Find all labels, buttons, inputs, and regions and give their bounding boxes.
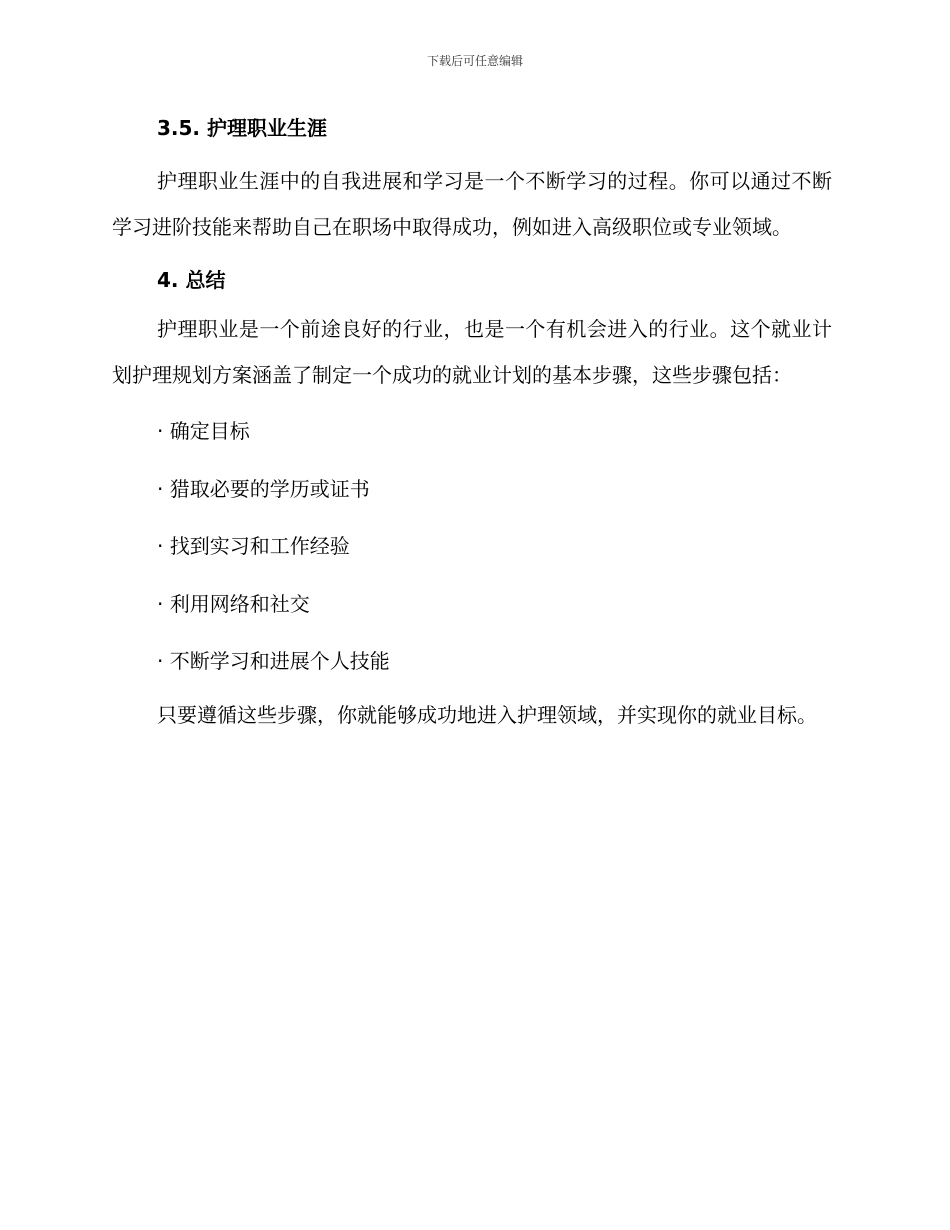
career-paragraph: 护理职业生涯中的自我进展和学习是一个不断学习的过程。你可以通过不断学习进阶技能来帮助自己在职场中取得成功，例如进入高级职位或专业领域。 — [112, 169, 832, 239]
step-item: · 不断学习和进展个人技能 — [157, 649, 390, 673]
step-item: · 确定目标 — [157, 419, 250, 443]
document-body — [112, 112, 832, 738]
summary-paragraph: 护理职业是一个前途良好的行业，也是一个有机会进入的行业。这个就业计划护理规划方案涵盖了制定一个成功的就业计划的基本步骤，这些步骤包括： — [112, 317, 832, 387]
conclusion-paragraph: 只要遵循这些步骤，你就能够成功地进入护理领域，并实现你的就业目标。 — [157, 703, 817, 727]
step-item: · 利用网络和社交 — [157, 591, 310, 616]
section-heading-summary: 4. 总结 — [157, 268, 226, 292]
step-item: · 找到实习和工作经验 — [157, 534, 350, 558]
section-heading-career: 3.5. 护理职业生涯 — [157, 116, 327, 140]
step-item: · 猎取必要的学历或证书 — [157, 476, 370, 501]
page-header: 下载后可任意编辑 — [426, 54, 523, 68]
steps-list — [112, 416, 832, 676]
